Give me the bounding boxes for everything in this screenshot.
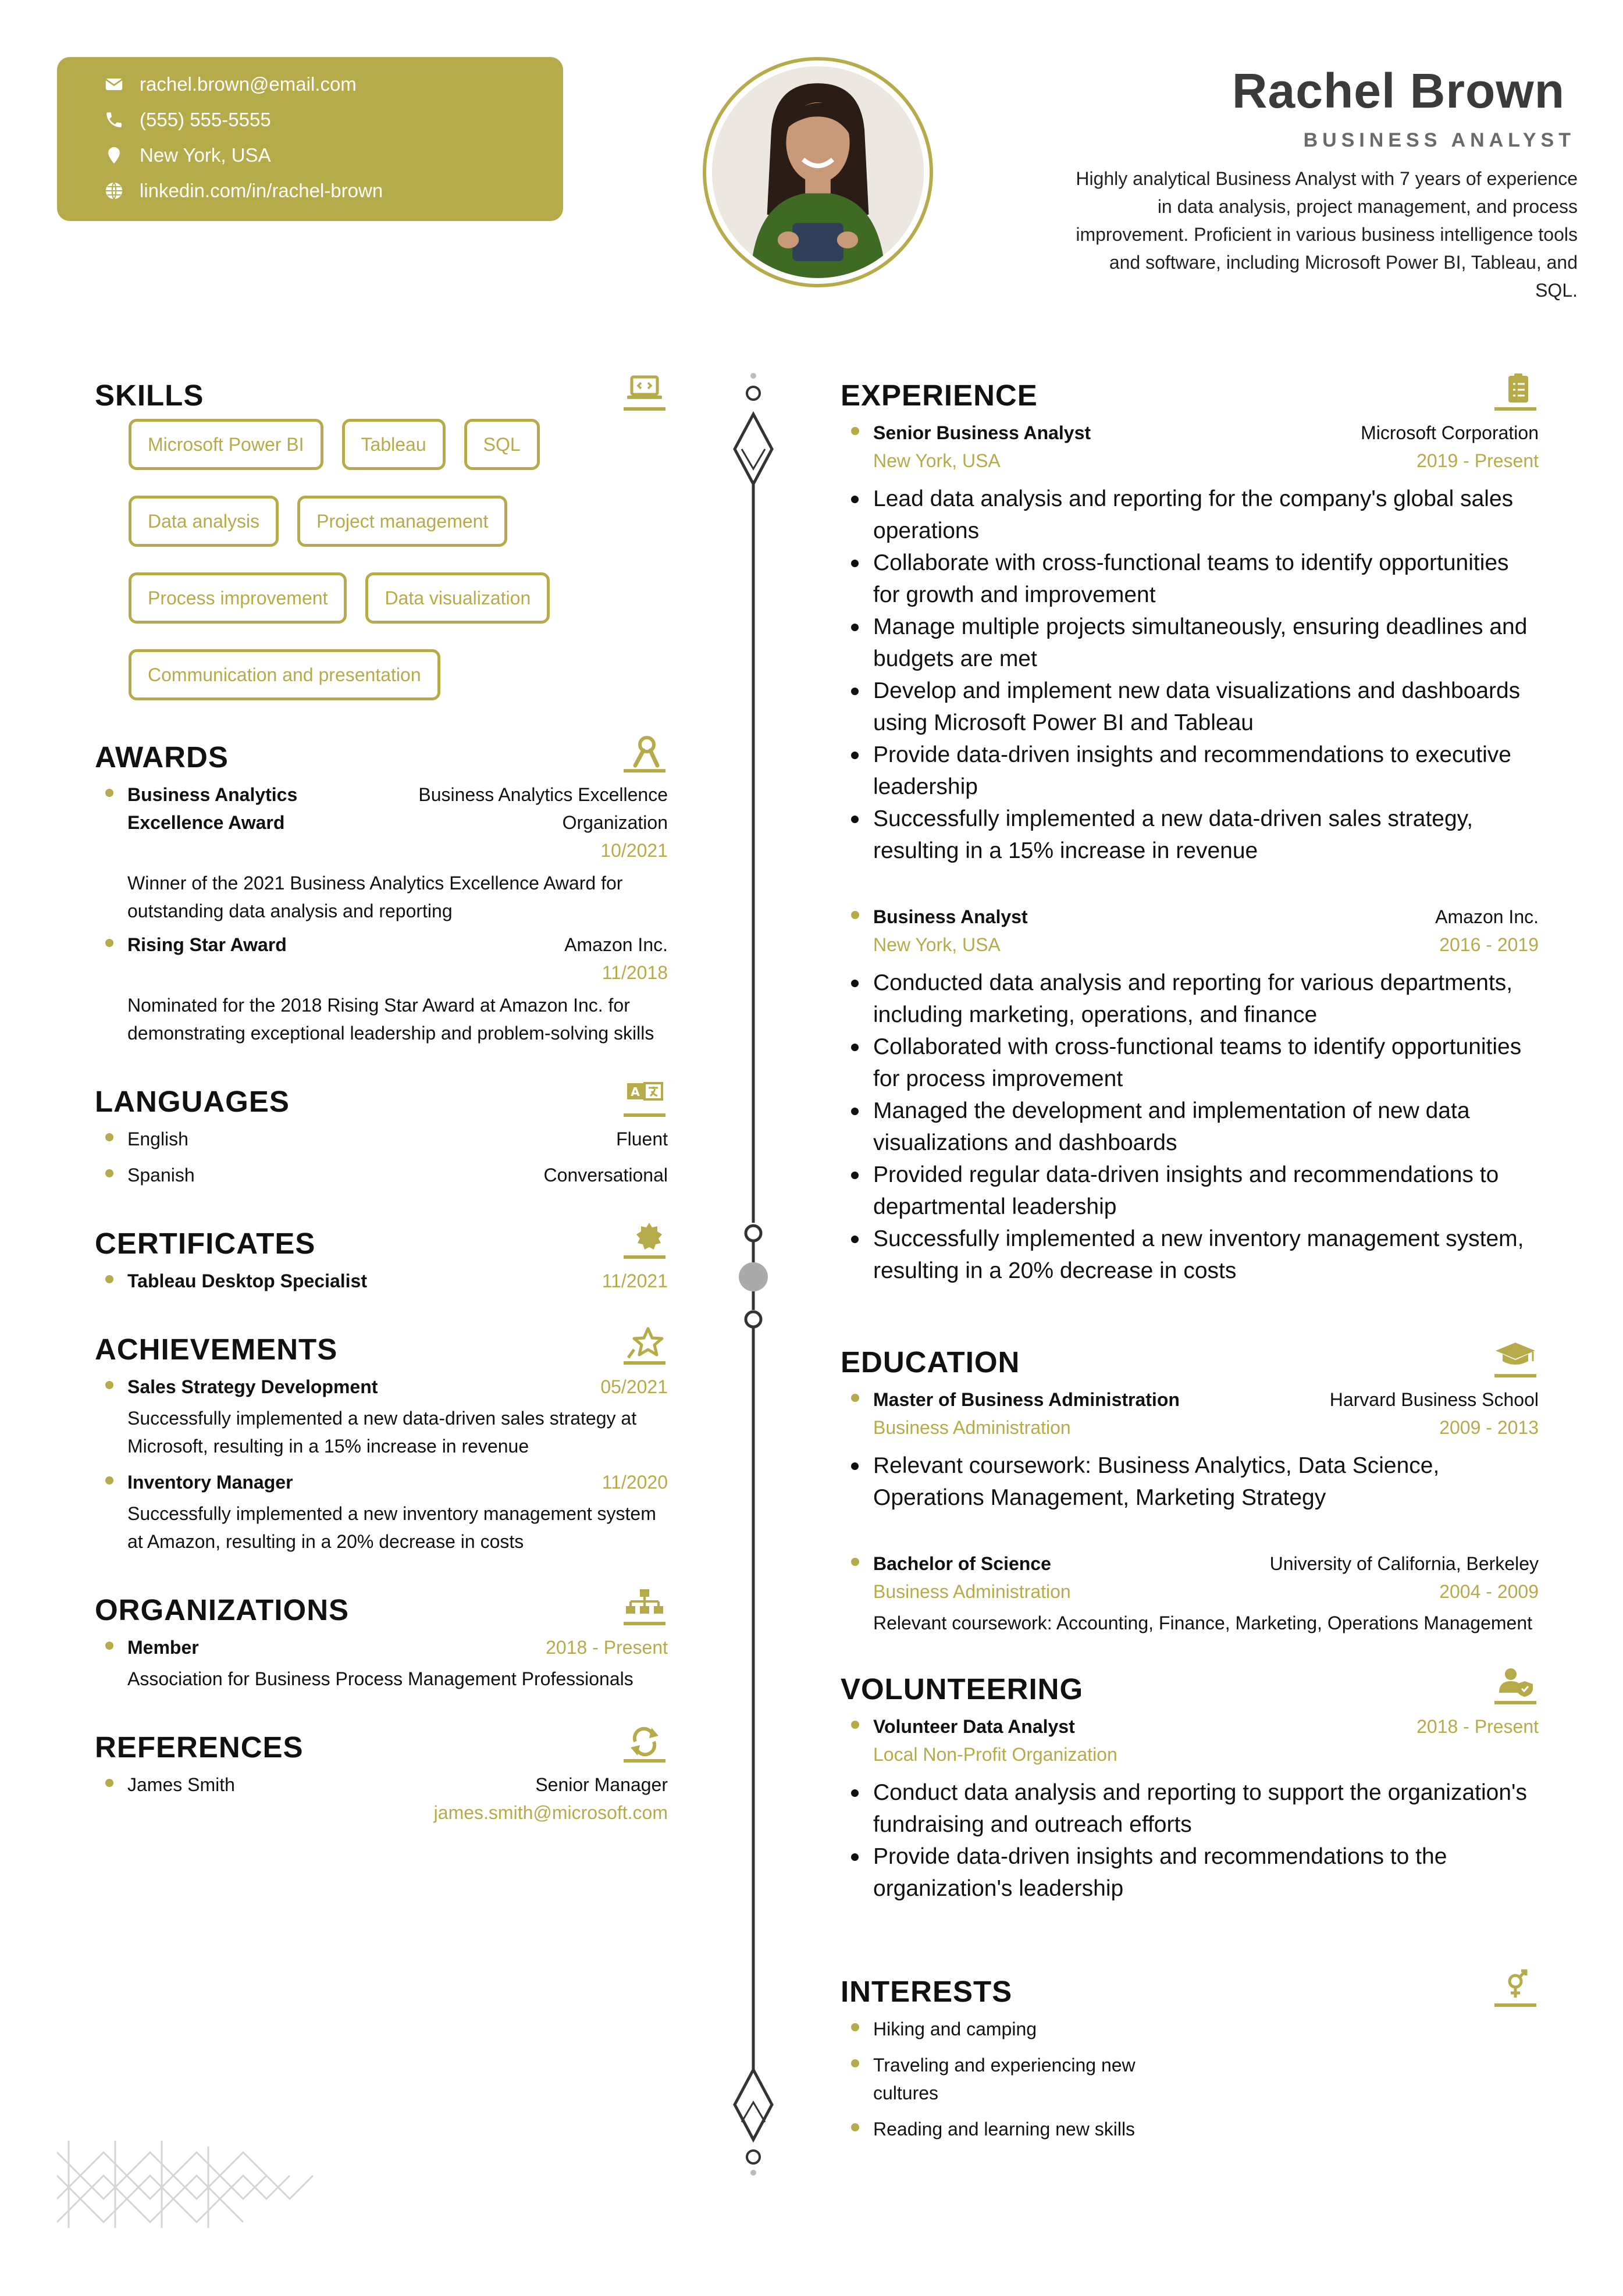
volunteer-dates: 2018 - Present <box>1416 1716 1539 1737</box>
list-item: Managed the development and implementation of new data visualizations and dashboards <box>841 1095 1539 1159</box>
languages-section <box>95 1078 668 1189</box>
refresh-icon <box>621 1724 668 1765</box>
job-company: Amazon Inc. <box>1435 906 1539 927</box>
language-level: Fluent <box>616 1129 668 1149</box>
list-item: Provide data-driven insights and recommendations to executive leadership <box>841 739 1539 803</box>
interest-entry <box>841 2051 1201 2107</box>
certificate-badge-icon <box>621 1220 668 1261</box>
award-description: Winner of the 2021 Business Analytics Excellence Award for outstanding data analysis and reporting <box>127 873 623 921</box>
list-item: Conducted data analysis and reporting for various departments, including marketing, operations, and finance <box>841 967 1539 1031</box>
list-item: Collaborated with cross-functional teams to identify opportunities for process improvement <box>841 1031 1539 1095</box>
award-date: 11/2018 <box>601 962 668 983</box>
right-column <box>841 372 1539 2143</box>
bullet-dot <box>851 427 859 435</box>
language-name: Spanish <box>127 1165 195 1186</box>
list-item: Relevant coursework: Business Analytics, Data Science, Operations Management, Marketing Strategy <box>841 1450 1539 1514</box>
certificates-section <box>95 1220 668 1295</box>
list-item: Develop and implement new data visualizations and dashboards using Microsoft Power BI and Tableau <box>841 675 1539 739</box>
job-bullets <box>841 967 1539 1287</box>
interest-entry <box>841 2015 1539 2043</box>
award-entry <box>95 781 668 925</box>
skill-tag: Data analysis <box>129 496 279 547</box>
bullet-dot <box>105 789 113 797</box>
education-heading: EDUCATION <box>841 1345 1020 1379</box>
organizations-section <box>95 1587 668 1693</box>
list-item: Manage multiple projects simultaneously, ensuring deadlines and budgets are met <box>841 611 1539 675</box>
award-date: 10/2021 <box>600 840 668 861</box>
interest-text: Hiking and camping <box>873 2019 1037 2039</box>
organizations-heading: ORGANIZATIONS <box>95 1593 350 1626</box>
left-column <box>95 372 668 1827</box>
education-note: Relevant coursework: Accounting, Finance, Marketing, Operations Management <box>873 1612 1533 1633</box>
svg-text:A: A <box>631 1085 640 1099</box>
summary-text: Highly analytical Business Analyst with 7 years of experience in data analysis, project management, and process improvement. Proficient in various business intelligence tools and software, including Microsoft Power BI, Tableau, and SQL. <box>1076 168 1578 301</box>
organization-name: Association for Business Process Management Professionals <box>127 1668 633 1689</box>
award-name: Business Analytics Excellence Award <box>127 784 298 833</box>
experience-entry <box>841 903 1539 959</box>
bullet-dot <box>851 1394 859 1402</box>
job-company: Microsoft Corporation <box>1361 422 1539 443</box>
list-item: Lead data analysis and reporting for the company's global sales operations <box>841 483 1539 547</box>
award-entry <box>95 931 668 1047</box>
experience-entry <box>841 419 1539 475</box>
reference-entry <box>95 1771 668 1827</box>
list-item: Provide data-driven insights and recommendations to the organization's leadership <box>841 1841 1539 1905</box>
volunteer-entry <box>841 1713 1539 1768</box>
achievement-date: 11/2020 <box>601 1472 668 1493</box>
award-org: Amazon Inc. <box>564 934 668 955</box>
certificate-entry <box>95 1267 668 1295</box>
organization-entry <box>95 1633 668 1693</box>
achievement-description: Successfully implemented a new data-driven sales strategy at Microsoft, resulting in a 15% increase in revenue <box>127 1408 637 1457</box>
list-item: Provided regular data-driven insights and recommendations to departmental leadership <box>841 1159 1539 1223</box>
award-description: Nominated for the 2018 Rising Star Award at Amazon Inc. for demonstrating exceptional leadership and problem-solving skills <box>127 995 654 1044</box>
list-item: Collaborate with cross-functional teams to identify opportunities for growth and improvement <box>841 547 1539 611</box>
envelope-icon <box>102 74 126 94</box>
organization-dates: 2018 - Present <box>546 1637 668 1658</box>
bullet-dot <box>105 1476 113 1485</box>
bullet-dot <box>105 1169 113 1177</box>
org-chart-icon <box>621 1587 668 1628</box>
bullet-dot <box>851 2123 859 2131</box>
interests-heading: INTERESTS <box>841 1975 1013 2008</box>
timeline-divider <box>716 372 791 2210</box>
achievement-name: Inventory Manager <box>127 1472 293 1493</box>
experience-heading: EXPERIENCE <box>841 379 1038 412</box>
clipboard-icon <box>1492 372 1539 413</box>
job-location: New York, USA <box>873 934 1001 955</box>
phone-text[interactable]: (555) 555-5555 <box>140 108 271 130</box>
job-position: Senior Business Analyst <box>873 422 1091 443</box>
volunteer-organization: Local Non-Profit Organization <box>873 1744 1117 1765</box>
skill-tag: Tableau <box>342 419 446 470</box>
achievement-description: Successfully implemented a new inventory management system at Amazon, resulting in a 20% decrease in costs <box>127 1503 656 1552</box>
candidate-name: Rachel Brown <box>1232 63 1565 118</box>
contact-linkedin[interactable] <box>102 173 563 208</box>
reference-email[interactable]: james.smith@microsoft.com <box>433 1802 668 1823</box>
bullet-dot <box>851 2059 859 2067</box>
bullet-dot <box>105 1642 113 1650</box>
organization-role: Member <box>127 1637 199 1658</box>
experience-section <box>841 372 1539 1287</box>
achievements-section <box>95 1326 668 1555</box>
globe-icon <box>102 181 126 201</box>
references-section <box>95 1724 668 1827</box>
candidate-title: BUSINESS ANALYST <box>1303 129 1575 151</box>
achievements-heading: ACHIEVEMENTS <box>95 1333 338 1366</box>
language-entry <box>95 1125 668 1153</box>
bullet-dot <box>851 911 859 919</box>
list-item: Conduct data analysis and reporting to support the organization's fundraising and outreach efforts <box>841 1777 1539 1841</box>
interest-text: Reading and learning new skills <box>873 2119 1136 2140</box>
star-icon <box>621 1326 668 1367</box>
certificates-heading: CERTIFICATES <box>95 1227 316 1260</box>
skills-heading: SKILLS <box>95 379 204 412</box>
contact-phone[interactable] <box>102 102 563 137</box>
skill-tag: Process improvement <box>129 572 347 624</box>
list-item: Successfully implemented a new data-driven sales strategy, resulting in a 15% increase in revenue <box>841 803 1539 867</box>
bullet-dot <box>851 1721 859 1729</box>
award-org: Business Analytics Excellence Organization <box>418 784 668 833</box>
job-position: Business Analyst <box>873 906 1028 927</box>
awards-heading: AWARDS <box>95 741 229 774</box>
decorative-pattern <box>57 2141 371 2234</box>
education-dates: 2009 - 2013 <box>1439 1417 1539 1438</box>
contact-email[interactable] <box>102 66 563 102</box>
location-pin-icon <box>102 145 126 165</box>
profile-photo <box>712 66 924 278</box>
reference-role: Senior Manager <box>535 1774 668 1795</box>
phone-icon <box>102 110 126 130</box>
skill-tag: Data visualization <box>365 572 550 624</box>
achievement-date: 05/2021 <box>600 1376 668 1397</box>
award-name: Rising Star Award <box>127 934 287 955</box>
awards-section <box>95 734 668 1047</box>
location-text: New York, USA <box>140 144 271 166</box>
volunteering-section <box>841 1666 1539 1905</box>
translate-icon <box>621 1078 668 1119</box>
graduation-cap-icon <box>1492 1339 1539 1380</box>
interests-section <box>841 1968 1539 2143</box>
contact-box <box>57 57 563 221</box>
school-name: University of California, Berkeley <box>1269 1553 1539 1574</box>
bullet-dot <box>105 1275 113 1283</box>
education-bullets <box>841 1450 1539 1514</box>
language-level: Conversational <box>543 1165 668 1186</box>
reference-name: James Smith <box>127 1774 235 1795</box>
interest-entry <box>841 2115 1539 2143</box>
volunteer-shield-icon <box>1492 1666 1539 1707</box>
bullet-dot <box>105 939 113 947</box>
job-dates: 2019 - Present <box>1416 450 1539 471</box>
achievement-entry <box>95 1468 668 1555</box>
references-heading: REFERENCES <box>95 1731 304 1764</box>
languages-heading: LANGUAGES <box>95 1085 290 1118</box>
gender-symbol-icon <box>1492 1968 1539 2009</box>
school-name: Harvard Business School <box>1329 1389 1539 1410</box>
language-name: English <box>127 1129 188 1149</box>
field-of-study: Business Administration <box>873 1581 1071 1602</box>
job-bullets <box>841 483 1539 867</box>
skill-tag: Communication and presentation <box>129 649 440 700</box>
list-item: Successfully implemented a new inventory management system, resulting in a 20% decrease in costs <box>841 1223 1539 1287</box>
certificate-date: 11/2021 <box>601 1270 668 1291</box>
achievement-entry <box>95 1373 668 1460</box>
education-entry <box>841 1550 1539 1637</box>
degree-name: Bachelor of Science <box>873 1553 1051 1574</box>
email-text[interactable]: rachel.brown@email.com <box>140 73 357 95</box>
ribbon-icon <box>621 734 668 775</box>
language-entry <box>95 1161 668 1189</box>
bullet-dot <box>105 1381 113 1389</box>
skill-tag: SQL <box>464 419 540 470</box>
volunteering-heading: VOLUNTEERING <box>841 1672 1084 1706</box>
job-location: New York, USA <box>873 450 1001 471</box>
skill-tag: Project management <box>297 496 507 547</box>
volunteer-bullets <box>841 1777 1539 1905</box>
bullet-dot <box>851 1558 859 1566</box>
interest-text: Traveling and experiencing new cultures <box>873 2055 1136 2103</box>
profile-photo-frame <box>703 57 933 287</box>
education-dates: 2004 - 2009 <box>1439 1581 1539 1602</box>
degree-name: Master of Business Administration <box>873 1389 1180 1410</box>
skills-section <box>95 372 668 726</box>
skill-tag: Microsoft Power BI <box>129 419 323 470</box>
achievement-name: Sales Strategy Development <box>127 1376 378 1397</box>
bullet-dot <box>105 1133 113 1141</box>
field-of-study: Business Administration <box>873 1417 1071 1438</box>
certificate-name: Tableau Desktop Specialist <box>127 1270 367 1291</box>
education-entry <box>841 1386 1539 1441</box>
contact-location <box>102 137 563 173</box>
bullet-dot <box>851 2023 859 2031</box>
bullet-dot <box>105 1779 113 1787</box>
education-section <box>841 1339 1539 1637</box>
volunteer-role: Volunteer Data Analyst <box>873 1716 1075 1737</box>
linkedin-text[interactable]: linkedin.com/in/rachel-brown <box>140 179 383 201</box>
laptop-code-icon <box>621 372 668 413</box>
job-dates: 2016 - 2019 <box>1439 934 1539 955</box>
